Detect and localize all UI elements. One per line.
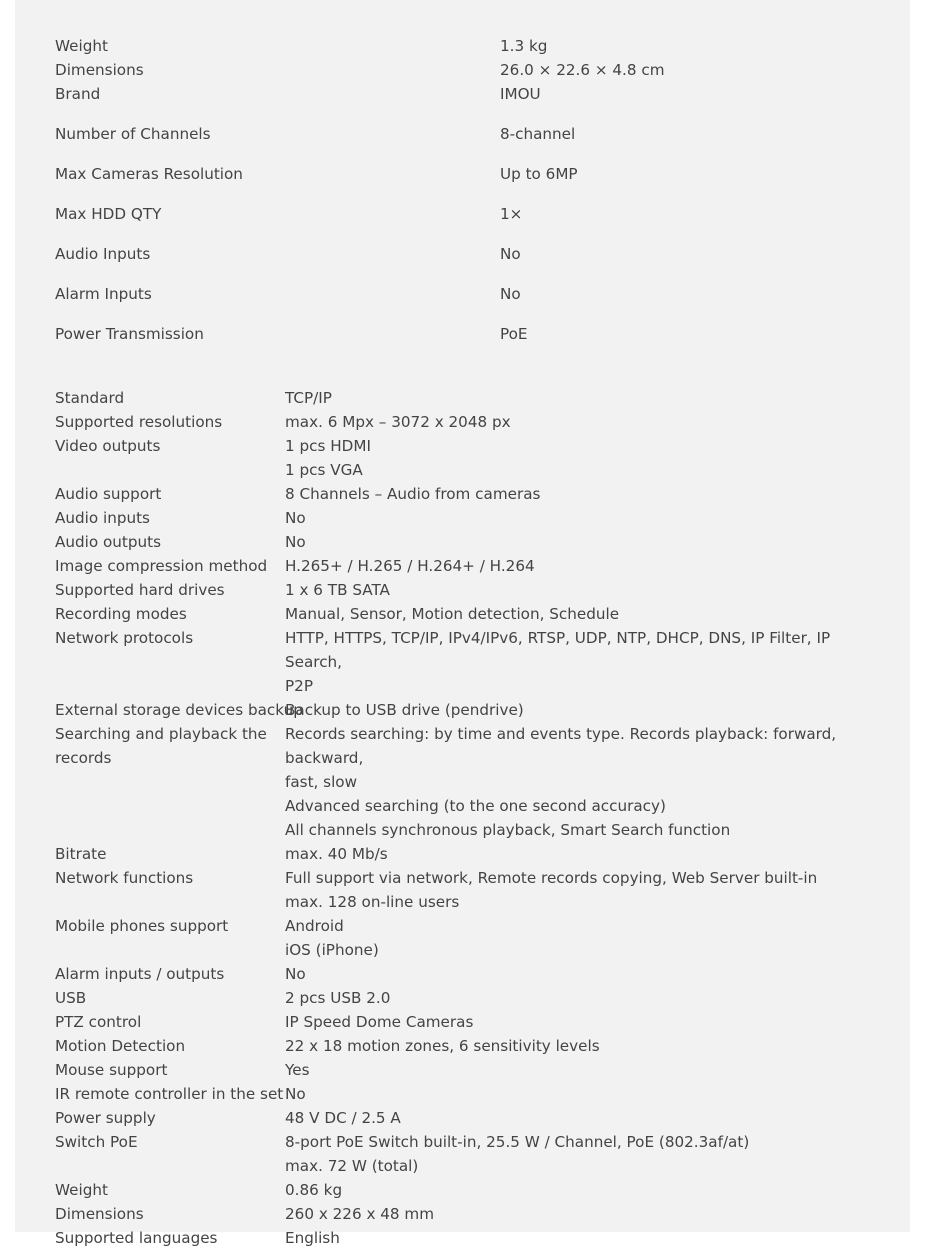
spec-label: Alarm inputs / outputs: [55, 965, 225, 983]
spec-value: [285, 698, 875, 722]
spec-label: Standard: [55, 389, 125, 407]
spec-row-searching-playback: [55, 722, 875, 842]
spec-value-line: IP Speed Dome Cameras: [285, 1013, 474, 1031]
summary-value: 8-channel: [500, 125, 576, 143]
spec-value-line: Manual, Sensor, Motion detection, Schedule: [285, 605, 620, 623]
spec-value: [285, 1226, 875, 1250]
spec-value: [285, 506, 875, 530]
spec-value: [285, 722, 875, 842]
spec-value: [285, 1202, 875, 1226]
spec-value: [285, 482, 875, 506]
spec-value: [285, 1178, 875, 1202]
spec-row-dimensions: [55, 1202, 875, 1226]
spec-value: [285, 986, 875, 1010]
spec-value-line: All channels synchronous playback, Smart Search function: [285, 821, 731, 839]
spec-value: [285, 1130, 875, 1178]
spec-value: [285, 914, 875, 962]
summary-label: Power Transmission: [55, 325, 204, 343]
specifications-panel: [15, 0, 910, 1247]
spec-label: Supported hard drives: [55, 581, 225, 599]
spec-label: Mobile phones support: [55, 917, 229, 935]
spec-label: Supported languages: [55, 1229, 218, 1247]
spec-value-line: 260 x 226 x 48 mm: [285, 1205, 435, 1223]
spec-value-line: 8 Channels – Audio from cameras: [285, 485, 541, 503]
spec-label: Network functions: [55, 869, 194, 887]
spec-value-line: No: [285, 533, 306, 551]
spec-label: Weight: [55, 1181, 108, 1199]
spec-value: [285, 386, 875, 410]
spec-label: Dimensions: [55, 1205, 144, 1223]
spec-label: Power supply: [55, 1109, 156, 1127]
spec-label: PTZ control: [55, 1013, 142, 1031]
spec-row-supported-languages: [55, 1226, 875, 1250]
spec-label: Image compression method: [55, 557, 268, 575]
product-summary-table: [55, 34, 875, 346]
summary-row-number-of-channels: [55, 122, 875, 146]
summary-row-brand: [55, 82, 875, 106]
spec-value: [285, 962, 875, 986]
spec-row-weight: [55, 1178, 875, 1202]
spec-row-standard: [55, 386, 875, 410]
spec-row-power-supply: [55, 1106, 875, 1130]
spec-label: Network protocols: [55, 629, 194, 647]
spec-row-audio-inputs: [55, 506, 875, 530]
spec-value-line: Records searching: by time and events type. Records playback: forward, backward,: [285, 725, 837, 767]
spec-value: [285, 410, 875, 434]
spec-value: [285, 1058, 875, 1082]
spec-label: USB: [55, 989, 87, 1007]
spec-value: [285, 578, 875, 602]
spec-row-alarm-inputs-outputs: [55, 962, 875, 986]
spec-value-line: fast, slow: [285, 773, 358, 791]
spec-label: Mouse support: [55, 1061, 168, 1079]
spec-value-line: TCP/IP: [285, 389, 332, 407]
spec-value: [285, 1034, 875, 1058]
spec-row-recording-modes: [55, 602, 875, 626]
spec-value-line: max. 6 Mpx – 3072 x 2048 px: [285, 413, 511, 431]
spec-row-supported-hard-drives: [55, 578, 875, 602]
spec-label: Audio support: [55, 485, 162, 503]
summary-label: Number of Channels: [55, 125, 211, 143]
summary-label: Max HDD QTY: [55, 205, 162, 223]
spec-label: Searching and playback the records: [55, 725, 267, 767]
spec-row-supported-resolutions: [55, 410, 875, 434]
spec-label: Motion Detection: [55, 1037, 186, 1055]
spec-value-line: max. 40 Mb/s: [285, 845, 388, 863]
summary-value: IMOU: [500, 85, 541, 103]
spec-value-line: max. 128 on-line users: [285, 893, 460, 911]
summary-row-audio-inputs: [55, 242, 875, 266]
spec-value: [285, 626, 875, 698]
summary-label: Alarm Inputs: [55, 285, 152, 303]
spec-value-line: No: [285, 1085, 306, 1103]
spec-row-image-compression: [55, 554, 875, 578]
summary-value: 26.0 × 22.6 × 4.8 cm: [500, 61, 665, 79]
spec-value: [285, 866, 875, 914]
spec-row-mobile-phones-support: [55, 914, 875, 962]
spec-value-line: 1 x 6 TB SATA: [285, 581, 390, 599]
summary-row-alarm-inputs: [55, 282, 875, 306]
spec-row-ptz-control: [55, 1010, 875, 1034]
spec-value-line: No: [285, 965, 306, 983]
spec-row-video-outputs: [55, 434, 875, 482]
technical-specs-table: [55, 386, 875, 1250]
spec-row-external-storage-backup: [55, 698, 875, 722]
summary-row-dimensions: [55, 58, 875, 82]
spec-value-line: 48 V DC / 2.5 A: [285, 1109, 401, 1127]
summary-value: Up to 6MP: [500, 165, 578, 183]
summary-row-max-cameras-resolution: [55, 162, 875, 186]
spec-row-audio-support: [55, 482, 875, 506]
spec-value-line: max. 72 W (total): [285, 1157, 419, 1175]
spec-value: [285, 530, 875, 554]
summary-row-power-transmission: [55, 322, 875, 346]
spec-label: Switch PoE: [55, 1133, 138, 1151]
spec-row-motion-detection: [55, 1034, 875, 1058]
spec-value-line: No: [285, 509, 306, 527]
spec-value-line: Backup to USB drive (pendrive): [285, 701, 524, 719]
spec-value-line: H.265+ / H.265 / H.264+ / H.264: [285, 557, 535, 575]
spec-label: Audio outputs: [55, 533, 162, 551]
summary-value: 1×: [500, 205, 523, 223]
summary-label: Weight: [55, 37, 108, 55]
spec-label: Video outputs: [55, 437, 161, 455]
summary-value: No: [500, 285, 521, 303]
summary-value: No: [500, 245, 521, 263]
spec-value-line: iOS (iPhone): [285, 941, 379, 959]
summary-row-weight: [55, 34, 875, 58]
summary-row-max-hdd-qty: [55, 202, 875, 226]
spec-row-bitrate: [55, 842, 875, 866]
spec-value-line: 1 pcs HDMI: [285, 437, 371, 455]
spec-value-line: Advanced searching (to the one second accuracy): [285, 797, 666, 815]
summary-value: PoE: [500, 325, 528, 343]
spec-value-line: P2P: [285, 677, 313, 695]
spec-row-usb: [55, 986, 875, 1010]
spec-value: [285, 1010, 875, 1034]
spec-label: External storage devices backup: [55, 701, 303, 719]
spec-value: [285, 554, 875, 578]
spec-value: [285, 1106, 875, 1130]
spec-row-ir-remote: [55, 1082, 875, 1106]
spec-label: Recording modes: [55, 605, 187, 623]
spec-value: [285, 434, 875, 482]
spec-label: Supported resolutions: [55, 413, 223, 431]
summary-label: Dimensions: [55, 61, 144, 79]
spec-value-line: 2 pcs USB 2.0: [285, 989, 391, 1007]
spec-value: [285, 842, 875, 866]
summary-value: 1.3 kg: [500, 37, 548, 55]
spec-row-network-functions: [55, 866, 875, 914]
summary-label: Max Cameras Resolution: [55, 165, 243, 183]
summary-label: Audio Inputs: [55, 245, 151, 263]
summary-label: Brand: [55, 85, 101, 103]
spec-label: IR remote controller in the set: [55, 1085, 284, 1103]
spec-value-line: 22 x 18 motion zones, 6 sensitivity levels: [285, 1037, 600, 1055]
spec-value-line: Full support via network, Remote records copying, Web Server built-in: [285, 869, 818, 887]
spec-value: [285, 1082, 875, 1106]
spec-row-audio-outputs: [55, 530, 875, 554]
spec-value-line: 1 pcs VGA: [285, 461, 363, 479]
spec-value-line: 8-port PoE Switch built-in, 25.5 W / Channel, PoE (802.3af/at): [285, 1133, 750, 1151]
spec-row-switch-poe: [55, 1130, 875, 1178]
spec-value-line: Yes: [285, 1061, 310, 1079]
spec-row-network-protocols: [55, 626, 875, 698]
spec-value-line: English: [285, 1229, 340, 1247]
spec-value: [285, 602, 875, 626]
spec-value-line: Android: [285, 917, 344, 935]
spec-value-line: HTTP, HTTPS, TCP/IP, IPv4/IPv6, RTSP, UDP, NTP, DHCP, DNS, IP Filter, IP Search,: [285, 629, 831, 671]
spec-label: Audio inputs: [55, 509, 150, 527]
spec-row-mouse-support: [55, 1058, 875, 1082]
spec-label: Bitrate: [55, 845, 107, 863]
spec-value-line: 0.86 kg: [285, 1181, 343, 1199]
